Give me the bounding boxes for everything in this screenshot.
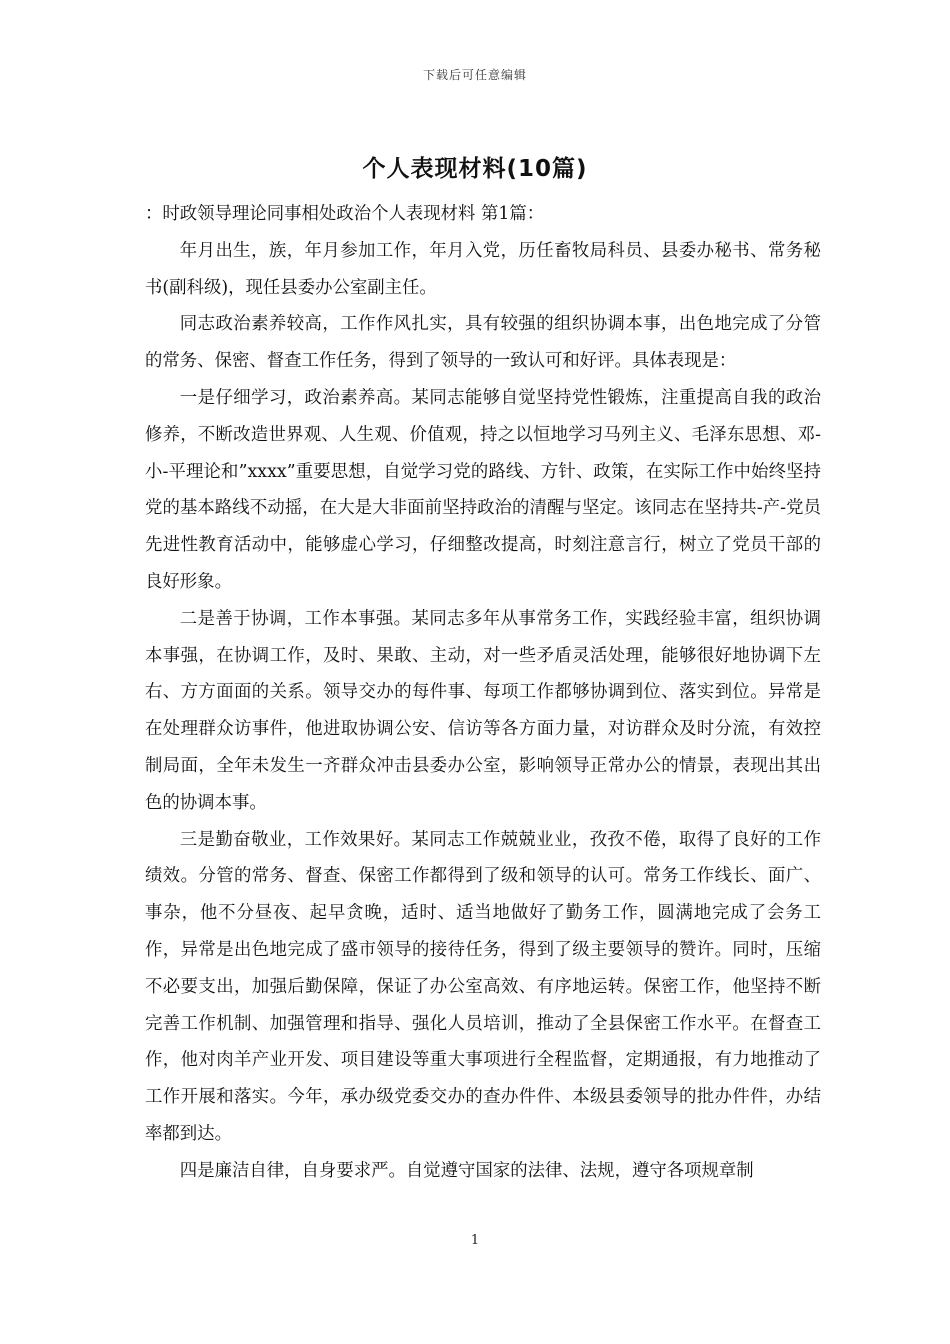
paragraph-2: 同志政治素养较高，工作作风扎实，具有较强的组织协调本事，出色地完成了分管的常务、保密、督查工作任务，得到了领导的一致认可和好评。具体表现是： — [145, 314, 821, 372]
paragraph-3: 一是仔细学习，政治素养高。某同志能够自觉坚持党性锻炼，注重提高自我的政治修养，不断改造世界观、人生观、价值观，持之以恒地学习马列主义、毛泽东思想、邓-小-平理论和”xxxx”重要思想，自觉学习党的路线、方针、政策，在实际工作中始终坚持党的基本路线不动摇，在大是大非面前坚持政治的清醒与坚定。该同志在坚持共-产-党员先进性教育活动中，能够虚心学习，仔细整改提高，时刻注意言行，树立了党员干部的良好形象。 — [145, 387, 821, 592]
page-number: 1 — [470, 1233, 480, 1248]
document-body — [145, 196, 821, 1190]
section-subtitle: ：时政领导理论同事相处政治个人表现材料 第1篇： — [145, 204, 545, 224]
paragraph-5: 三是勤奋敬业，工作效果好。某同志工作兢兢业业，孜孜不倦，取得了良好的工作绩效。分管的常务、督查、保密工作都得到了级和领导的认可。常务工作线长、面广、事杂，他不分昼夜、起早贪晚，适时、适当地做好了勤务工作，圆满地完成了会务工作，异常是出色地完成了盛市领导的接待任务，得到了级主要领导的赞许。同时，压缩不必要支出，加强后勤保障，保证了办公室高效、有序地运转。保密工作，他坚持不断完善工作机制、加强管理和指导、强化人员培训，推动了全县保密工作水平。在督查工作，他对肉羊产业开发、项目建设等重大事项进行全程监督，定期通报，有力地推动了工作开展和落实。今年，承办级党委交办的查办件件、本级县委领导的批办件件，办结率都到达。 — [145, 829, 821, 1144]
header-note: 下载后可任意编辑 — [422, 68, 527, 82]
document-title: 个人表现材料(10篇) — [362, 156, 588, 182]
paragraph-6: 四是廉洁自律，自身要求严。自觉遵守国家的法律、法规，遵守各项规章制 — [179, 1160, 754, 1181]
paragraph-4: 二是善于协调，工作本事强。某同志多年从事常务工作，实践经验丰富，组织协调本事强，在协调工作，及时、果敢、主动，对一些矛盾灵活处理，能够很好地协调下左右、方方面面的关系。领导交办的每件事、每项工作都够协调到位、落实到位。异常是在处理群众访事件，他进取协调公安、信访等各方面力量，对访群众及时分流，有效控制局面，全年未发生一齐群众冲击县委办公室，影响领导正常办公的情景，表现出其出色的协调本事。 — [145, 608, 821, 813]
paragraph-1: 年月出生，族，年月参加工作，年月入党，历任畜牧局科员、县委办秘书、常务秘书(副科级)，现任县委办公室副主任。 — [145, 240, 821, 298]
